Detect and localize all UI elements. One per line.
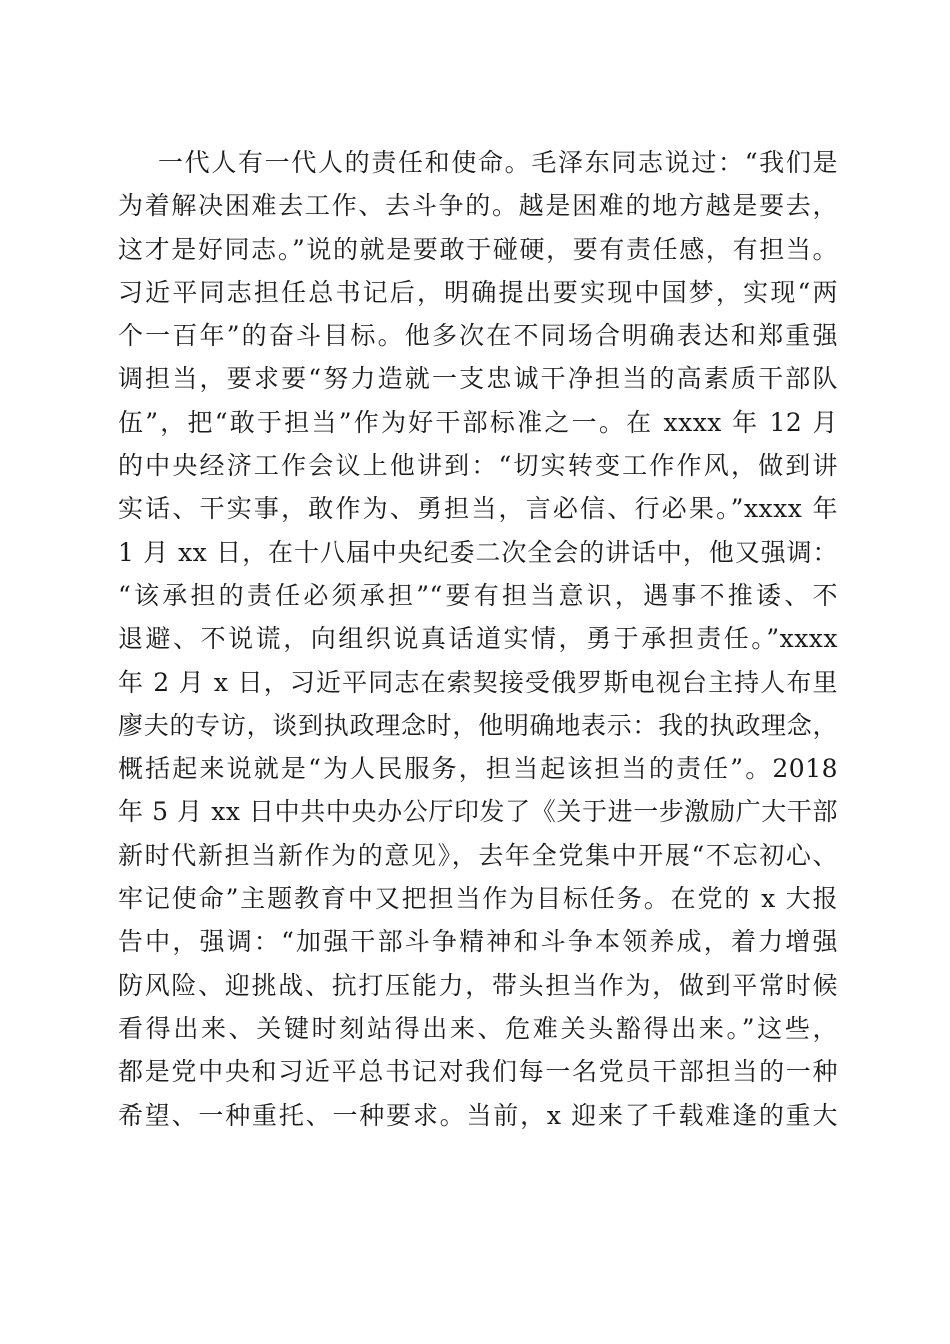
text-line: 防风险、迎挑战、抗打压能力，带头担当作为，做到平常时候: [118, 970, 838, 1000]
text-line: 这才是好同志。”说的就是要敢于碰硬，要有责任感，有担当。: [118, 234, 838, 264]
text-line: 伍”，把“敢于担当”作为好干部标准之一。在 xxxx 年 12 月: [118, 407, 838, 437]
text-line: 新时代新担当新作为的意见》，去年全党集中开展“不忘初心、: [118, 840, 838, 870]
text-line: 希望、一种重托、一种要求。当前，x 迎来了千载难逢的重大: [118, 1100, 838, 1130]
text-line: 为着解决困难去工作、去斗争的。越是困难的地方越是要去，: [118, 191, 838, 221]
text-line: 年 2 月 x 日，习近平同志在索契接受俄罗斯电视台主持人布里: [118, 667, 838, 697]
text-line: 1 月 xx 日，在十八届中央纪委二次全会的讲话中，他又强调：: [118, 537, 838, 567]
text-line: 实话、干实事，敢作为、勇担当，言必信、行必果。”xxxx 年: [118, 494, 838, 524]
text-line: 看得出来、关键时刻站得出来、危难关头豁得出来。”这些，: [118, 1013, 838, 1043]
text-line: “该承担的责任必须承担”“要有担当意识，遇事不推诿、不: [118, 580, 838, 610]
text-line: 一代人有一代人的责任和使命。毛泽东同志说过：“我们是: [158, 148, 838, 177]
text-line: 退避、不说谎，向组织说真话道实情，勇于承担责任。”xxxx: [118, 624, 838, 654]
text-line: 年 5 月 xx 日中共中央办公厅印发了《关于进一步激励广大干部: [118, 797, 838, 827]
text-line: 廖夫的专访，谈到执政理念时，他明确地表示：我的执政理念，: [118, 710, 838, 740]
text-line: 都是党中央和习近平总书记对我们每一名党员干部担当的一种: [118, 1057, 838, 1087]
text-line: 个一百年”的奋斗目标。他多次在不同场合明确表达和郑重强: [118, 321, 838, 351]
text-line: 调担当，要求要“努力造就一支忠诚干净担当的高素质干部队: [118, 364, 838, 394]
text-line: 的中央经济工作会议上他讲到：“切实转变工作作风，做到讲: [118, 451, 838, 481]
text-line: 习近平同志担任总书记后，明确提出要实现中国梦，实现“两: [118, 277, 838, 307]
text-line: 概括起来说就是“为人民服务，担当起该担当的责任”。2018: [118, 754, 838, 784]
text-line: 告中，强调：“加强干部斗争精神和斗争本领养成，着力增强: [118, 927, 838, 957]
body-paragraph: [118, 141, 838, 1137]
text-line: 牢记使命”主题教育中又把担当作为目标任务。在党的 x 大报: [118, 884, 838, 914]
